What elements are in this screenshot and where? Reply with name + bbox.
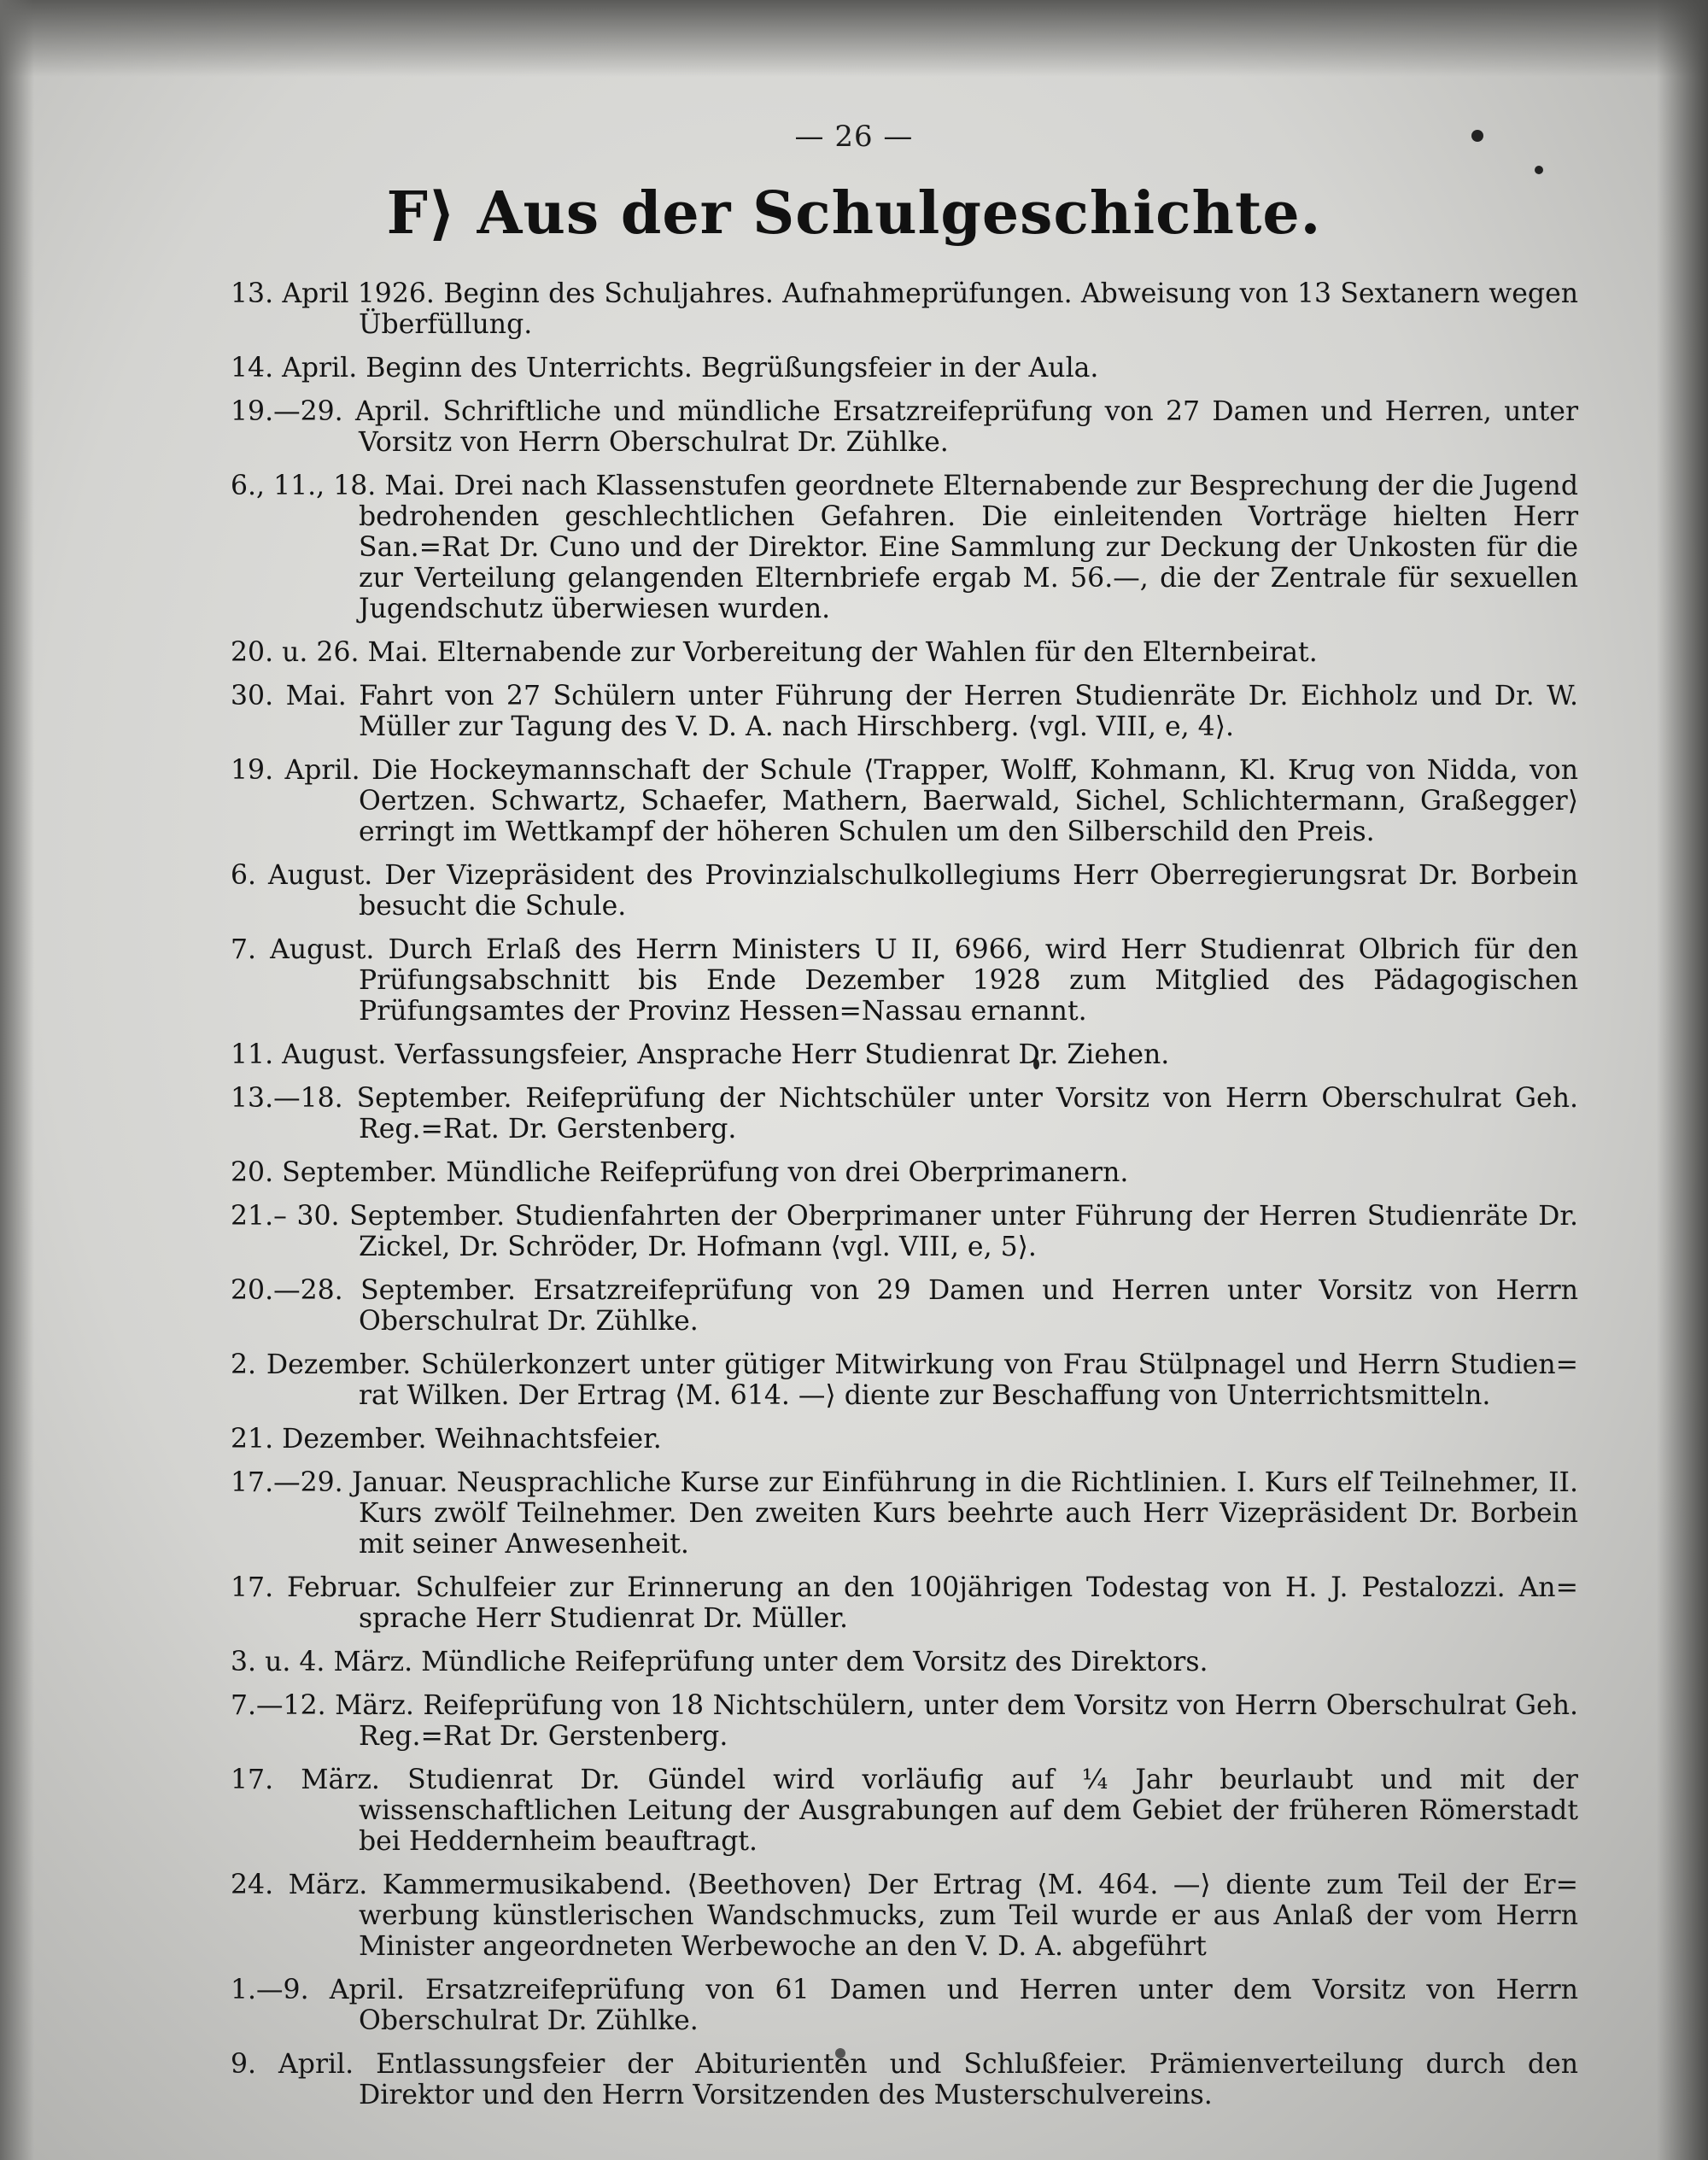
chronicle-entry: 19. April. Die Hockeymannschaft der Schule ⟨Trapper, Wolff, Kohmann, Kl. Krug von Nidda, von Oertzen. Schwartz, Schaefer, Mathern, Baerwald, Sichel, Schlichtermann, Graßegger⟩ erringt im Wettkampf der höheren Schulen um den Silberschild den Preis. (231, 755, 1578, 847)
page-title: F⟩ Aus der Schulgeschichte. (386, 179, 1322, 248)
chronicle-entry: 17. März. Studienrat Dr. Gündel wird vorläufig auf ¼ Jahr beurlaubt und mit der wissenschaftlichen Leitung der Ausgrabungen auf dem Gebiet der früheren Römerstadt bei Heddernheim beauftragt. (231, 1765, 1578, 1857)
chronicle-list (231, 278, 1578, 2123)
page-number: — 26 — (794, 120, 914, 154)
chronicle-entry: 9. April. Entlassungsfeier der Abiturienten und Schlußfeier. Prämienverteilung durch den Direktor und den Herrn Vorsitzenden des Musterschulvereins. (231, 2049, 1578, 2110)
chronicle-entry: 19.—29. April. Schriftliche und mündliche Ersatzreifeprüfung von 27 Damen und Herren, unter Vorsitz von Herrn Oberschulrat Dr. Zühlke. (231, 396, 1578, 458)
chronicle-entry: 6., 11., 18. Mai. Drei nach Klassenstufen geordnete Elternabende zur Besprechung der die Jugend bedrohenden geschlechtlichen Gefahren. Die einleitenden Vorträge hielten Herr San.=Rat Dr. Cuno und der Direktor. Eine Sammlung zur Deckung der Unkosten für die zur Verteilung gelangenden Elternbriefe ergab M. 56.—, die der Zentrale für sexuellen Jugendschutz überwiesen wurden. (231, 471, 1578, 624)
chronicle-entry: 20. u. 26. Mai. Elternabende zur Vorbereitung der Wahlen für den Elternbeirat. (231, 637, 1318, 668)
chronicle-entry: 3. u. 4. März. Mündliche Reifeprüfung unter dem Vorsitz des Direktors. (231, 1647, 1208, 1677)
chronicle-entry: 17.—29. Januar. Neusprachliche Kurse zur Einführung in die Richtlinien. I. Kurs elf Teilnehmer, II. Kurs zwölf Teilnehmer. Den zweiten Kurs beehrte auch Herr Vizepräsident Dr. Borbein mit seiner Anwesenheit. (231, 1467, 1578, 1560)
chronicle-entry: 11. August. Verfassungsfeier, Ansprache Herr Studienrat Dr. Ziehen. (231, 1039, 1170, 1070)
chronicle-entry: 6. August. Der Vizepräsident des Provinzialschulkollegiums Herr Oberregierungsrat Dr. Borbein besucht die Schule. (231, 860, 1578, 922)
chronicle-entry: 20.—28. September. Ersatzreifeprüfung von 29 Damen und Herren unter Vorsitz von Herrn Oberschulrat Dr. Zühlke. (231, 1275, 1578, 1337)
chronicle-entry: 17. Februar. Schulfeier zur Erinnerung an den 100jährigen Todestag von H. J. Pestalozzi. An= sprache Herr Studienrat Dr. Müller. (231, 1572, 1578, 1634)
page-edge-shadow (1657, 0, 1708, 2160)
chronicle-entry: 21.– 30. September. Studienfahrten der Oberprimaner unter Führung der Herren Studienräte Dr. Zickel, Dr. Schröder, Dr. Hofmann ⟨vgl. VIII, e, 5⟩. (231, 1201, 1578, 1262)
chronicle-entry: 13. April 1926. Beginn des Schuljahres. Aufnahmeprüfungen. Abweisung von 13 Sextanern wegen Überfüllung. (231, 278, 1578, 340)
ink-speck (1535, 166, 1543, 174)
chronicle-entry: 20. September. Mündliche Reifeprüfung von drei Oberprimanern. (231, 1157, 1129, 1188)
chronicle-entry: 30. Mai. Fahrt von 27 Schülern unter Führung der Herren Studienräte Dr. Eichholz und Dr. W. Müller zur Tagung des V. D. A. nach Hirschberg. ⟨vgl. VIII, e, 4⟩. (231, 681, 1578, 742)
chronicle-entry: 14. April. Beginn des Unterrichts. Begrüßungsfeier in der Aula. (231, 353, 1099, 383)
chronicle-entry: 2. Dezember. Schülerkonzert unter gütiger Mitwirkung von Frau Stülpnagel und Herrn Studien= rat Wilken. Der Ertrag ⟨M. 614. —⟩ diente zur Beschaffung von Unterrichtsmitteln. (231, 1349, 1578, 1411)
chronicle-entry: 7.—12. März. Reifeprüfung von 18 Nichtschülern, unter dem Vorsitz von Herrn Oberschulrat Geh. Reg.=Rat Dr. Gerstenberg. (231, 1690, 1578, 1752)
chronicle-entry: 7. August. Durch Erlaß des Herrn Ministers U II, 6966, wird Herr Studienrat Olbrich für den Prüfungsabschnitt bis Ende Dezember 1928 zum Mitglied des Pädagogischen Prüfungsamtes der Provinz Hessen=Nassau ernannt. (231, 934, 1578, 1027)
chronicle-entry: 1.—9. April. Ersatzreifeprüfung von 61 Damen und Herren unter dem Vorsitz von Herrn Oberschulrat Dr. Zühlke. (231, 1975, 1578, 2036)
chronicle-entry: 24. März. Kammermusikabend. ⟨Beethoven⟩ Der Ertrag ⟨M. 464. —⟩ diente zum Teil der Er= werbung künstlerischen Wandschmucks, zum Teil wurde er aus Anlaß der vom Herrn Minister angeordneten Werbewoche an den V. D. A. abgeführt (231, 1870, 1578, 1962)
chronicle-entry: 13.—18. September. Reifeprüfung der Nichtschüler unter Vorsitz von Herrn Oberschulrat Geh. Reg.=Rat. Dr. Gerstenberg. (231, 1083, 1578, 1144)
chronicle-entry: 21. Dezember. Weihnachtsfeier. (231, 1424, 662, 1455)
